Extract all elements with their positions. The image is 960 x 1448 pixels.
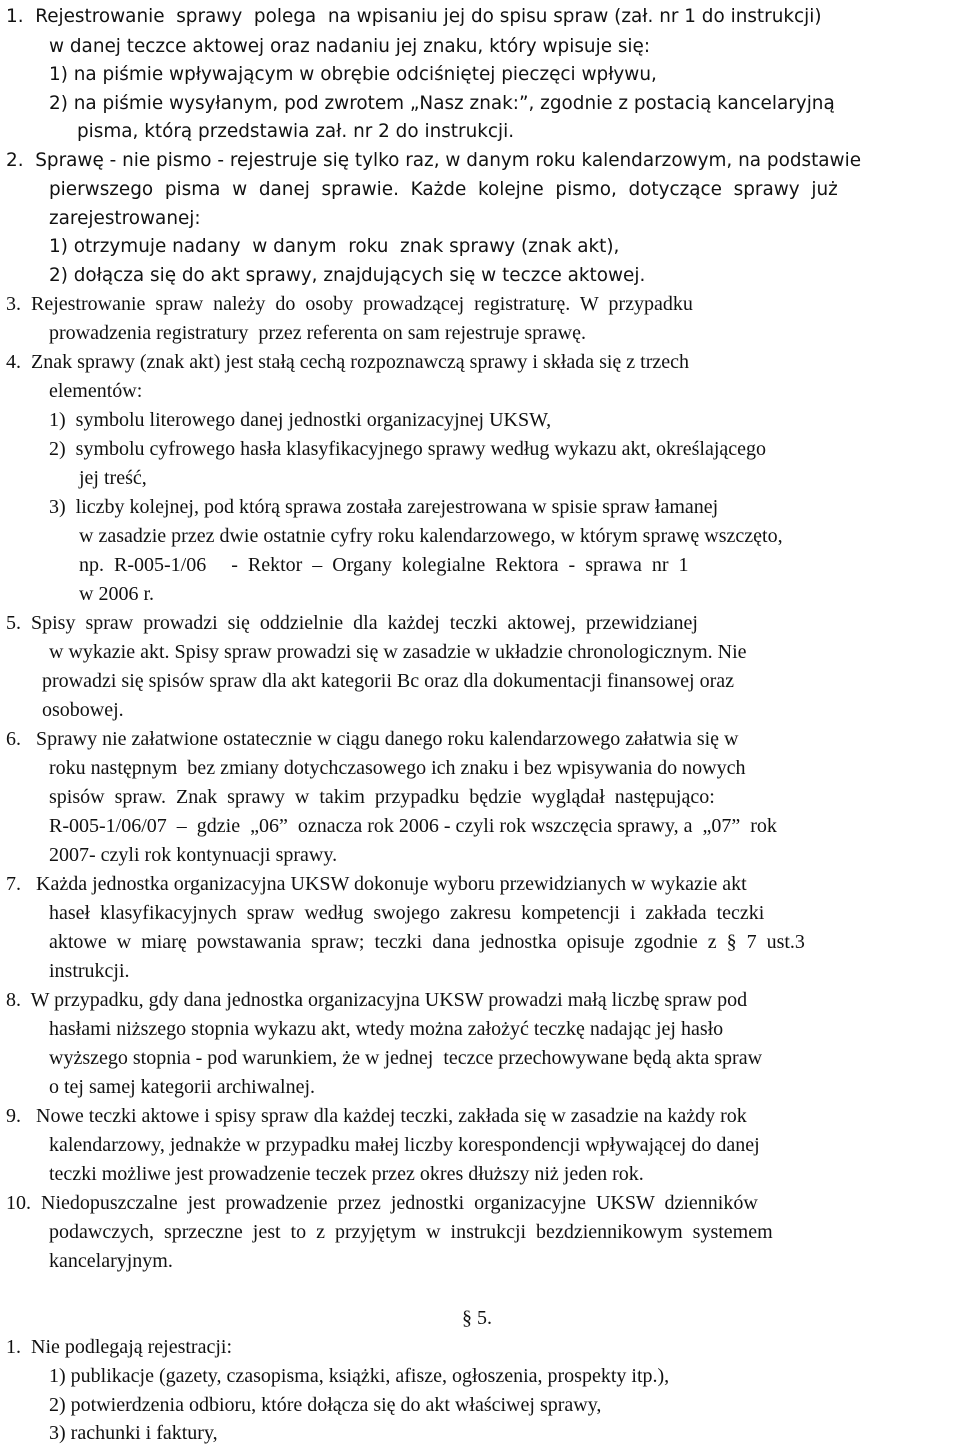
text-line: roku następnym bez zmiany dotychczasowego ich znaku i bez wpisywania do nowych [49,757,746,779]
text-line: aktowe w miarę powstawania spraw; teczki dana jednostka opisuje zgodnie z § 7 ust.3 [49,931,805,953]
text-line: w danej teczce aktowej oraz nadaniu jej znaku, który wpisuje się: [49,36,651,57]
text-line: elementów: [49,380,143,402]
text-line: 2007- czyli rok kontynuacji sprawy. [49,844,338,866]
text-line: pierwszego pisma w danej sprawie. Każde kolejne pismo, dotyczące sprawy już [49,179,838,200]
text-line: 2. Sprawę - nie pismo - rejestruje się tylko raz, w danym roku kalendarzowym, na podstawie [6,150,862,171]
text-line: teczki możliwe jest prowadzenie teczek przez okres dłuższy niż jeden rok. [49,1163,644,1185]
text-line: haseł klasyfikacyjnych spraw według swojego zakresu kompetencji i zakłada teczki [49,902,765,924]
text-line: R-005-1/06/07 – gdzie „06” oznacza rok 2006 - czyli rok wszczęcia sprawy, a „07” rok [49,815,777,837]
text-line: 10. Niedopuszczalne jest prowadzenie przez jednostki organizacyjne UKSW dzienników [6,1192,758,1214]
text-line: 1. Nie podlegają rejestracji: [6,1336,233,1358]
text-line: w zasadzie przez dwie ostatnie cyfry roku kalendarzowego, w którym sprawę wszczęto, [79,525,783,547]
text-line: osobowej. [42,699,124,721]
text-line: kalendarzowy, jednakże w przypadku małej liczby korespondencji wpływającej do danej [49,1134,760,1156]
text-line: 9. Nowe teczki aktowe i spisy spraw dla każdej teczki, zakłada się w zasadzie na każdy rok [6,1105,747,1127]
text-line: w 2006 r. [79,583,154,605]
text-line: 6. Sprawy nie załatwione ostatecznie w ciągu danego roku kalendarzowego załatwia się w [6,728,739,750]
text-line: o tej samej kategorii archiwalnej. [49,1076,316,1098]
text-line: prowadzi się spisów spraw dla akt kategorii Bc oraz dla dokumentacji finansowej oraz [42,670,735,692]
text-line: kancelaryjnym. [49,1250,173,1272]
text-line: wyższego stopnia - pod warunkiem, że w jednej teczce przechowywane będą akta spraw [49,1047,763,1069]
text-line: 1) publikacje (gazety, czasopisma, książki, afisze, ogłoszenia, prospekty itp.), [49,1365,670,1387]
text-line: 7. Każda jednostka organizacyjna UKSW dokonuje wyboru przewidzianych w wykazie akt [6,873,747,895]
text-line: podawczych, sprzeczne jest to z przyjętym w instrukcji bezdziennikowym systemem [49,1221,773,1243]
text-line: 2) dołącza się do akt sprawy, znajdujących się w teczce aktowej. [49,265,646,286]
text-line: 1) na piśmie wpływającym w obrębie odciśniętej pieczęci wpływu, [49,64,657,85]
text-line: pisma, którą przedstawia zał. nr 2 do instrukcji. [77,121,515,142]
text-line: 5. Spisy spraw prowadzi się oddzielnie dla każdej teczki aktowej, przewidzianej [6,612,698,634]
text-line: 4. Znak sprawy (znak akt) jest stałą cechą rozpoznawczą sprawy i składa się z trzech [6,351,690,373]
text-line: prowadzenia registratury przez referenta on sam rejestruje sprawę. [49,322,586,344]
text-line: 3) rachunki i faktury, [49,1422,218,1444]
text-line: 8. W przypadku, gdy dana jednostka organizacyjna UKSW prowadzi małą liczbę spraw pod [6,989,748,1011]
text-line: 1) symbolu literowego danej jednostki organizacyjnej UKSW, [49,409,552,431]
text-line: w wykazie akt. Spisy spraw prowadzi się w zasadzie w układzie chronologicznym. Nie [49,641,747,663]
text-line: 3. Rejestrowanie spraw należy do osoby prowadzącej registraturę. W przypadku [6,293,693,315]
text-line: 2) potwierdzenia odbioru, które dołącza się do akt właściwej sprawy, [49,1394,602,1416]
text-line: 3) liczby kolejnej, pod którą sprawa została zarejestrowana w spisie spraw łamanej [49,496,719,518]
text-line: jej treść, [79,467,147,489]
text-line: 1) otrzymuje nadany w danym roku znak sprawy (znak akt), [49,236,620,257]
text-line: hasłami niższego stopnia wykazu akt, wtedy można założyć teczkę nadając jej hasło [49,1018,724,1040]
text-line: spisów spraw. Znak sprawy w takim przypadku będzie wyglądał następująco: [49,786,715,808]
text-line: 1. Rejestrowanie sprawy polega na wpisaniu jej do spisu spraw (zał. nr 1 do instrukcji) [6,6,822,27]
section-heading: § 5. [462,1307,492,1329]
text-line: instrukcji. [49,960,130,982]
text-line: np. R-005-1/06 - Rektor – Organy kolegialne Rektora - sprawa nr 1 [79,554,689,576]
text-line: 2) na piśmie wysyłanym, pod zwrotem „Nasz znak:”, zgodnie z postacią kancelaryjną [49,93,835,114]
text-line: zarejestrowanej: [49,208,201,229]
text-line: 2) symbolu cyfrowego hasła klasyfikacyjnego sprawy według wykazu akt, określającego [49,438,767,460]
